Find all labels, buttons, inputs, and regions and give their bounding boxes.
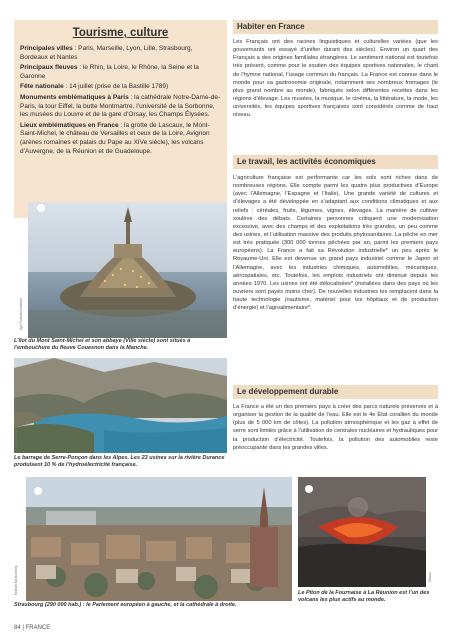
tourism-paris-monuments: Monuments emblématiques à Paris : la cathédrale Notre-Dame-de-Paris, la tour Eiffel, la butte Montmartre, l’université de la Sorbonne, les musées du Louvre et de la gare d’Orsay, les Champs Élysées. [20,94,221,119]
mont-saint-michel-photo [28,202,227,338]
strasbourg-credit: Mikhail Markovskiy [14,565,18,595]
tourism-rivers: Principaux fleuves : le Rhin, la Loire, le Rhône, la Seine et la Garonne [20,64,199,80]
tourism-national-day: Fête nationale : 14 juillet (prise de la Bastille 1789) [20,83,169,91]
section-text-developpement: La France a été un des premiers pays à créer des parcs naturels préservés et à organiser la gestion de la qualité de l’eau. Elle est le 4e État corallien du monde (plus de 5 000 km de côtes). La pollution atmosphérique et les gaz à effet de serre sont limités grâce à l’utilisation de centrales nucléaires et hydrauliques pour la production d’électricité. Toutefois, la pollution des automobiles reste préoccupante dans les grandes villes. [233,404,438,451]
camera-marker-icon [34,487,42,495]
fournaise-caption: Le Piton de la Fournaise à La Réunion est l’un des volcans les plus actifs au monde. [298,590,430,603]
tourism-title: Tourisme, culture [72,27,169,39]
strasbourg-photo [26,477,292,601]
section-title-developpement: Le développement durable [233,385,438,399]
strasbourg-illustration [26,477,292,601]
serre-caption: Le barrage de Serre-Ponçon dans les Alpes. Les 23 usines sur la rivière Durance produisent 10 % de l’hydroélectricité française. [14,455,225,468]
camera-marker-icon [37,204,45,212]
mont-caption: L’îlot du Mont Saint-Michel et son abbaye (VIIIe siècle) sont situés à l’embouchure du fleuve Couesnon dans la Manche. [14,338,191,351]
volcano-illustration [298,477,426,587]
piton-fournaise-photo [298,477,426,587]
tourism-places: Lieux emblématiques en France : la grotte de Lascaux, le Mont-Saint-Michel, le château de Versailles et ceux de la Loire, Avignon (arènes romaines et palais du Pape au XIVe siècle), les volcans d’Auvergne, de la Réunion et de Guadeloupe. [20,121,210,155]
page-number: 84 | FRANCE [14,625,51,631]
serre-credit: iStock/Getty [14,429,18,448]
tourism-box [14,20,227,218]
mont-credit: Ilya Rudnikov/Adobe [19,297,23,330]
strasbourg-caption: Strasbourg (290 000 hab.) : le Parlement européen à gauche, et la cathédrale à droite. [14,602,237,608]
serre-poncon-photo [14,358,227,453]
serre-poncon-illustration [14,358,227,453]
section-text-habiter: Les Français ont des racines linguistiques et culturelles variées (que les gouvernants ont essayé d’unifier durant des siècles). Environ un quart des Français a des origines familiales étrangères. Le sentiment national est toutefois très présent, comme pour le soutien des équipes sportives nationales, le chant de l’hymne national, l’usage commun du français. La France est connue dans le monde pour sa gastronomie originale, notamment ses nombreux fromages (le plus grand nombre au monde), fabriqués selon différentes recettes dans les régions d’élevage. Les musées, la musique, le cinéma, la littérature, la mode, les universités, les équipes sportives françaises sont considérés comme de haut niveau. [233,39,438,119]
tourism-cities: Principales villes : Paris, Marseille, Lyon, Lille, Strasbourg, Bordeaux et Nantes [20,45,193,61]
fournaise-credit: Sahan [428,571,432,582]
section-title-travail: Le travail, les activités économiques [233,155,438,169]
section-title-habiter: Habiter en France [233,20,438,34]
mont-saint-michel-illustration [28,202,227,338]
section-text-travail: L’agriculture française est performante car les sols sont riches dans de nombreuses régions. Elle compte parmi les quatre plus productives d’Europe (avec l’Allemagne, l’Espagne et l’Italie). Une grande variété de cultures et d’élevages a été développée en s’adaptant aux conditions climatiques et aux reliefs : céréales, fruits, légumes, vignes, élevages. La manière de cultiver soulève des débats. Certaines personnes critiquent une modernisation excessive, avec des champs et des exploitations très grandes, un peu comme des usines, et l’utilisation massive des produits phytosanitaires. La pêche en mer est très pratiquée (300 000 tonnes pêchées par an, parmi les premiers pays européens). La France a fait sa Révolution industrielle* un peu après le Royaume-Uni. Elle est devenue un grand pays industriel comme le Japon et l’Allemagne, avec les industries chimiques, automobiles, mécaniques, aérospatiales, etc. Toutefois, les emplois industriels ont diminué depuis les années 1970. Les usines ont été délocalisées* (installées dans des pays où les ouvriers sont payés moins cher). De nouvelles industries les remplacent dans la haute technologie (nautisme, matériel pour les hôpitaux et de production d’énergie) et l’agroalimentaire*. [233,175,438,312]
camera-marker-icon [305,485,313,493]
